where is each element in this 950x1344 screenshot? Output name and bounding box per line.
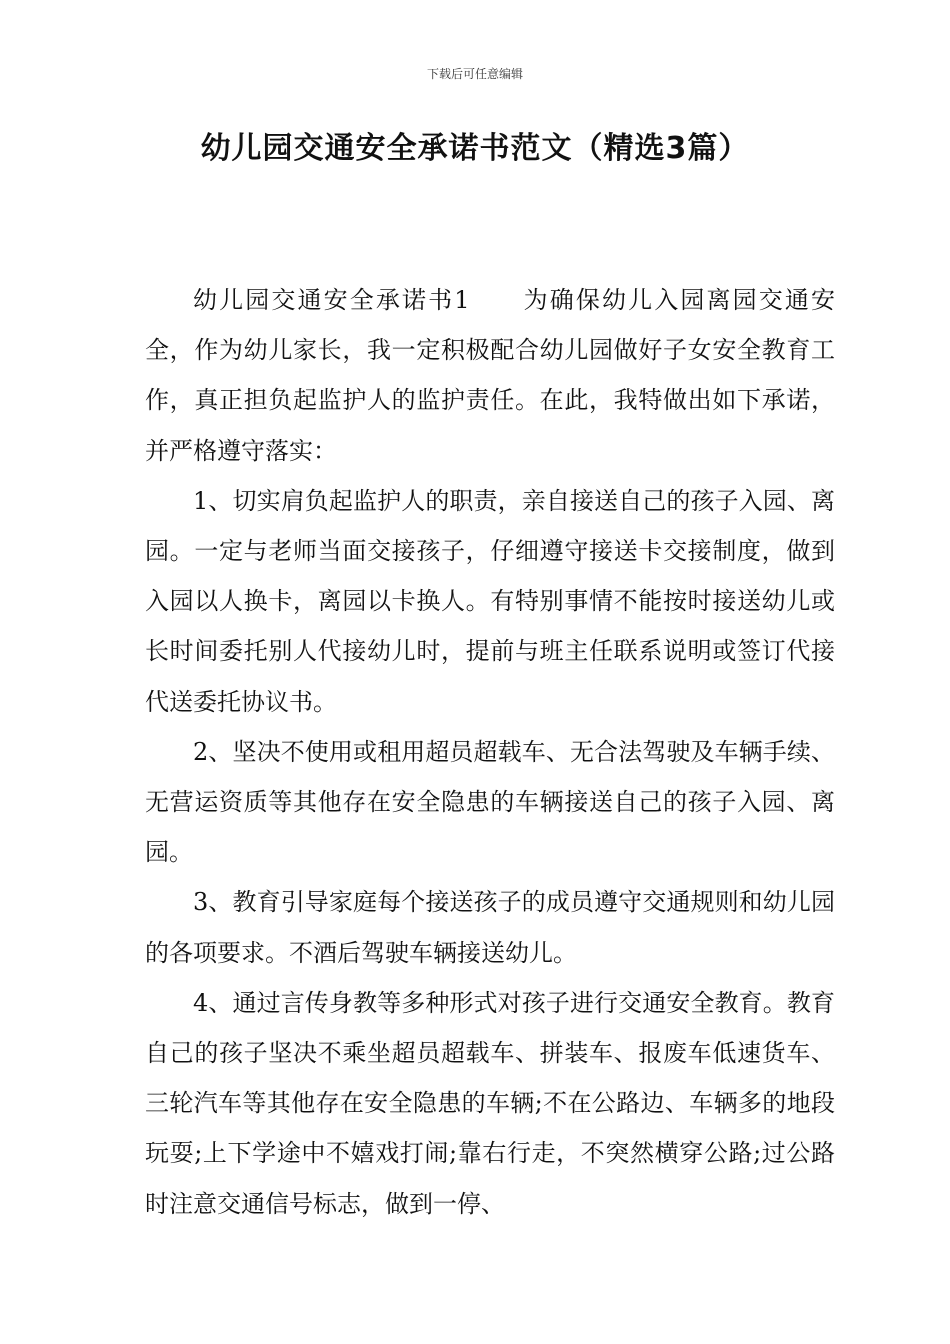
- document-title: 幼儿园交通安全承诺书范文（精选3篇）: [200, 131, 750, 166]
- section-heading: 幼儿园交通安全承诺书1: [193, 286, 470, 314]
- document-body: [145, 275, 835, 1229]
- intro-paragraph: [145, 275, 835, 476]
- commitment-item-3: 3、教育引导家庭每个接送孩子的成员遵守交通规则和幼儿园的各项要求。不酒后驾驶车辆接送幼儿。: [145, 888, 835, 967]
- commitment-item-4: 4、通过言传身教等多种形式对孩子进行交通安全教育。教育自己的孩子坚决不乘坐超员超载车、拼装车、报废车低速货车、三轮汽车等其他存在安全隐患的车辆;不在公路边、车辆多的地段玩耍;上下学途中不嬉戏打闹;靠右行走，不突然横穿公路;过公路时注意交通信号标志，做到一停、: [145, 988, 835, 1218]
- commitment-item-2: 2、坚决不使用或租用超员超载车、无合法驾驶及车辆手续、无营运资质等其他存在安全隐患的车辆接送自己的孩子入园、离园。: [145, 737, 835, 867]
- intro-text: 为确保幼儿入园离园交通安全，作为幼儿家长，我一定积极配合幼儿园做好子女安全教育工作，真正担负起监护人的监护责任。在此，我特做出如下承诺，并严格遵守落实：: [145, 286, 835, 465]
- header-note: 下载后可任意编辑: [426, 67, 523, 81]
- commitment-item-1: 1、切实肩负起监护人的职责，亲自接送自己的孩子入园、离园。一定与老师当面交接孩子，仔细遵守接送卡交接制度，做到入园以人换卡，离园以卡换人。有特别事情不能按时接送幼儿或长时间委托别人代接幼儿时，提前与班主任联系说明或签订代接代送委托协议书。: [145, 486, 835, 716]
